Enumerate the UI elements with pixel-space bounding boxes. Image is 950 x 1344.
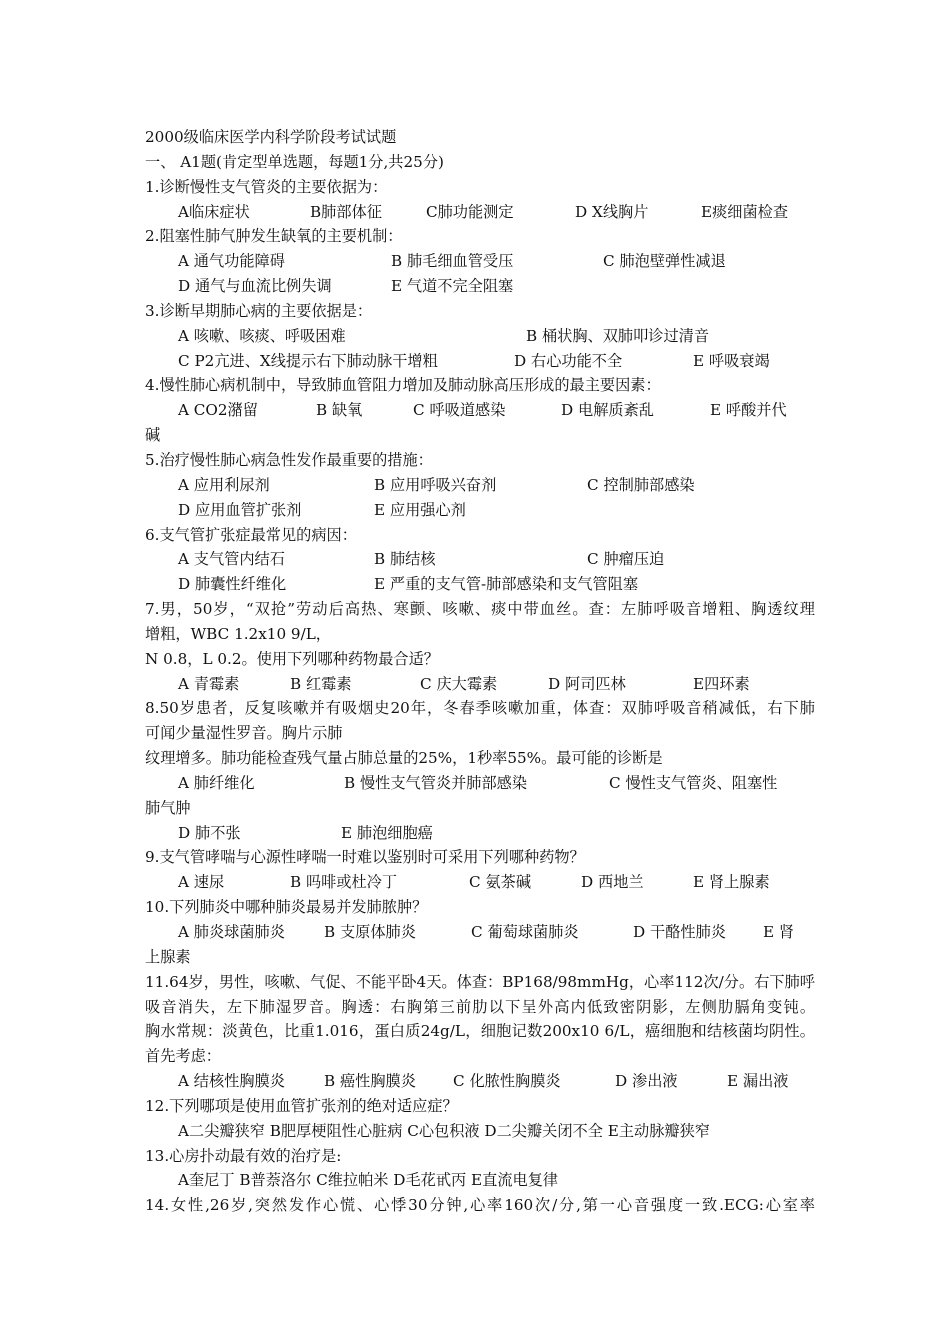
question-11-options	[145, 1069, 815, 1094]
option-e: E 气道不完全阻塞	[391, 277, 514, 296]
question-14-stem: 14.女性,26岁,突然发作心慌、心悸30分钟,心率160次/分,第一心音强度一致.ECG:心室率	[145, 1196, 815, 1215]
option-e: E 严重的支气管-肺部感染和支气管阻塞	[374, 575, 639, 594]
option-a: A 肺纤维化	[178, 773, 255, 792]
option-d: D 渗出液	[615, 1072, 678, 1091]
option-c: C P2亢进、X线提示右下肺动脉干增粗	[178, 351, 438, 370]
option-a: A临床症状	[178, 202, 250, 221]
exam-title: 2000级临床医学内科学阶段考试试题	[145, 128, 397, 146]
option-c: C 氨茶碱	[469, 873, 532, 892]
option-d: D 右心功能不全	[514, 351, 623, 370]
option-b: B 桶状胸、双肺叩诊过清音	[526, 326, 710, 345]
question-2-options-row2	[145, 274, 815, 299]
option-b: B 慢性支气管炎并肺部感染	[344, 773, 528, 792]
question-7-stem-line3: N 0.8，L 0.2。使用下列哪种药物最合适？	[145, 649, 439, 668]
question-6-stem: 6.支气管扩张症最常见的病因：	[145, 525, 357, 544]
question-10-options	[145, 920, 815, 945]
question-4-options	[145, 398, 815, 423]
question-8-stem-line3: 纹理增多。肺功能检查残气量占肺总量的25%，1秒率55%。最可能的诊断是	[145, 749, 663, 768]
option-d: D X线胸片	[575, 202, 649, 221]
option-e: E四环素	[693, 674, 750, 693]
option-d: D 电解质紊乱	[561, 401, 654, 420]
question-13-stem: 13.心房扑动最有效的治疗是:	[145, 1146, 342, 1165]
option-c: C肺功能测定	[426, 202, 514, 221]
option-c: C 控制肺部感染	[587, 475, 695, 494]
question-1-stem: 1.诊断慢性支气管炎的主要依据为：	[145, 177, 388, 196]
option-a: A 速尿	[178, 873, 225, 892]
question-4-wrap: 碱	[145, 426, 161, 445]
option-c: C 庆大霉素	[420, 674, 498, 693]
option-d: D 阿司匹林	[548, 674, 626, 693]
question-11-line4: 首先考虑：	[145, 1047, 221, 1066]
option-e: E痰细菌检查	[701, 202, 789, 221]
option-b: B 缺氧	[316, 401, 363, 420]
option-a: A 青霉素	[178, 674, 240, 693]
option-e: E 呼吸衰竭	[693, 351, 770, 370]
question-11-line1: 11.64岁，男性，咳嗽、气促、不能平卧4天。体查：BP168/98mmHg，心率112次/分。右下肺呼	[145, 972, 815, 991]
option-c: C 葡萄球菌肺炎	[471, 923, 579, 941]
question-7-stem-line2: 增粗，WBC 1.2x10 9/L，	[145, 624, 331, 643]
option-b: B 应用呼吸兴奋剂	[374, 475, 497, 494]
section-heading: 一、 A1题(肯定型单选题，每题1分,共25分)	[145, 152, 444, 171]
option-e: E 呼酸并代	[710, 401, 787, 420]
option-e: E 应用强心剂	[374, 500, 466, 519]
option-e: E 肾上腺素	[693, 873, 770, 892]
option-d: D 西地兰	[581, 873, 644, 892]
option-b: B 吗啡或杜冷丁	[290, 873, 398, 892]
option-a: A 肺炎球菌肺炎	[178, 923, 285, 941]
question-5-options-row1	[145, 473, 815, 498]
option-c: C 化脓性胸膜炎	[453, 1072, 561, 1091]
question-6-options-row1	[145, 547, 815, 572]
option-a: A 通气功能障碍	[178, 252, 285, 271]
option-e: E 漏出液	[727, 1072, 789, 1091]
option-c: C 肺泡壁弹性减退	[603, 252, 726, 271]
question-8-wrap: 肺气肿	[145, 798, 191, 817]
option-d: D 肺不张	[178, 823, 241, 842]
question-9-stem: 9.支气管哮喘与心源性哮喘一时难以鉴别时可采用下列哪种药物？	[145, 848, 585, 867]
option-c: C 呼吸道感染	[413, 401, 506, 420]
question-8-stem-line2: 可闻少量湿性罗音。胸片示肺	[145, 724, 343, 743]
option-d: D 肺囊性纤维化	[178, 575, 287, 594]
option-b: B 支原体肺炎	[324, 923, 416, 941]
question-11-line2: 吸音消失，左下肺湿罗音。胸透：右胸第三前肋以下呈外高内低致密阴影，左侧肋膈角变钝。	[145, 997, 815, 1016]
option-e: E 肺泡细胞癌	[341, 823, 433, 842]
question-7-stem-line1: 7.男，50岁，“双抢”劳动后高热、寒颤、咳嗽、痰中带血丝。查：左肺呼吸音增粗、胸透纹理	[145, 600, 815, 619]
question-9-options	[145, 870, 815, 895]
option-a: A 结核性胸膜炎	[178, 1072, 285, 1091]
option-c: C 肿瘤压迫	[587, 550, 665, 569]
option-a: A 咳嗽、咳痰、呼吸困难	[178, 326, 346, 345]
option-b: B 红霉素	[290, 674, 352, 693]
option-a: A 支气管内结石	[178, 550, 285, 569]
question-4-stem: 4.慢性肺心病机制中，导致肺血管阻力增加及肺动脉高压形成的最主要因素：	[145, 376, 661, 395]
question-8-stem-line1: 8.50岁患者，反复咳嗽并有吸烟史20年，冬春季咳嗽加重，体查：双肺呼吸音稍减低，右下肺	[145, 699, 815, 718]
option-d: D 干酪性肺炎	[633, 923, 726, 941]
question-2-stem: 2.阻塞性肺气肿发生缺氧的主要机制：	[145, 227, 403, 246]
question-2-options-row1	[145, 249, 815, 274]
question-10-stem: 10.下列肺炎中哪种肺炎最易并发肺脓肿？	[145, 898, 428, 917]
question-3-options-row2	[145, 349, 815, 374]
option-b: B 肺毛细血管受压	[391, 252, 514, 271]
question-6-options-row2	[145, 572, 815, 597]
option-a: A 应用利尿剂	[178, 475, 270, 494]
option-b: B肺部体征	[310, 202, 382, 221]
option-d: D 应用血管扩张剂	[178, 500, 302, 519]
question-1-options	[145, 200, 815, 225]
question-5-options-row2	[145, 498, 815, 523]
question-5-stem: 5.治疗慢性肺心病急性发作最重要的措施：	[145, 450, 433, 469]
question-12-stem: 12.下列哪项是使用血管扩张剂的绝对适应症？	[145, 1096, 458, 1115]
option-c: C 慢性支气管炎、阻塞性	[609, 773, 778, 792]
question-12-options: A二尖瓣狭窄 B肥厚梗阻性心脏病 C心包积液 D二尖瓣关闭不全 E主动脉瓣狭窄	[178, 1121, 710, 1140]
question-3-stem: 3.诊断早期肺心病的主要依据是：	[145, 301, 373, 320]
question-11-line3: 胸水常规：淡黄色，比重1.016，蛋白质24g/L，细胞记数200x10 6/L，癌细胞和结核菌均阴性。	[145, 1022, 815, 1041]
option-b: B 癌性胸膜炎	[324, 1072, 416, 1091]
question-10-wrap: 上腺素	[145, 947, 191, 966]
option-e: E 肾	[763, 923, 795, 941]
option-b: B 肺结核	[374, 550, 436, 569]
option-d: D 通气与血流比例失调	[178, 277, 332, 296]
option-a: A CO2潴留	[178, 401, 258, 420]
question-8-options-row2	[145, 821, 815, 846]
question-7-options	[145, 672, 815, 697]
question-3-options-row1	[145, 324, 815, 349]
document-body	[145, 125, 815, 1218]
question-13-options: A奎尼丁 B普萘洛尔 C维拉帕米 D毛花甙丙 E直流电复律	[178, 1171, 559, 1190]
question-8-options-row1	[145, 771, 815, 796]
